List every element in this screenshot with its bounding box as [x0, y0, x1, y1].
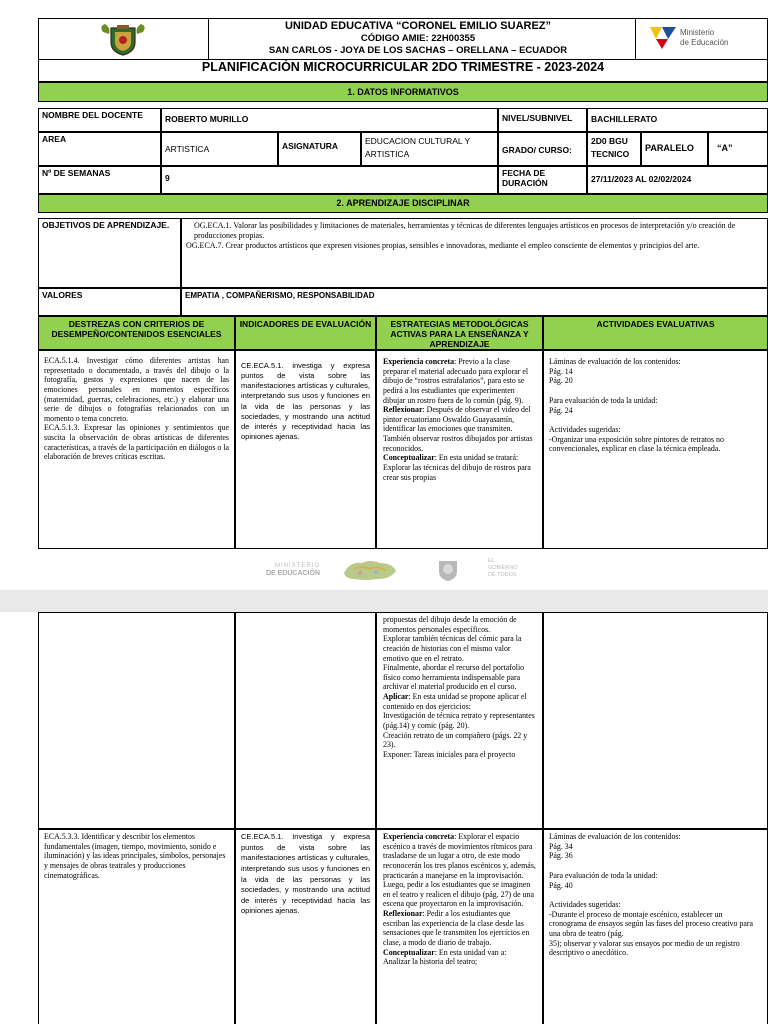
ministry-name-line2: de Educación	[680, 38, 729, 47]
act-3: Pág. 20	[549, 376, 573, 386]
cont-3: Finalmente, abordar el recurso del portafolio físico como herramienta indispensable para archivar el material producido en el curso.	[383, 663, 525, 692]
destrezas-cell-cont	[38, 612, 235, 829]
footer-shield-icon	[435, 557, 461, 583]
semanas-value: 9	[161, 166, 498, 194]
act2-1: Láminas de evaluación de los contenidos:	[549, 832, 681, 841]
estrategias-cell-2	[376, 829, 543, 1024]
indicador-2: CE.ECA.5.1. Investiga y expresa puntos de vista sobre las manifestaciones artísticas y culturales, interpretando sus usos y funciones en la vida de las personas y las sociedades, y mostrando una actitud de interés y receptividad hacia las opiniones ajenas.	[241, 832, 370, 916]
est-text-3: : En esta unidad se tratará:	[434, 453, 519, 463]
header-center	[209, 19, 627, 59]
actividades-cell-cont	[543, 612, 768, 829]
act-4: Para evaluación de toda la unidad:	[549, 395, 658, 405]
estrategias-cell-cont	[376, 612, 543, 829]
act2-6: Actividades sugeridas:	[549, 900, 621, 910]
objetivos-content	[181, 218, 768, 288]
section-2-title: 2. APRENDIZAJE DISCIPLINAR	[336, 198, 470, 208]
act-7: -Organizar una exposición sobre pintores de retratos no convencionales, explicar en clase la técnica empleada.	[549, 434, 724, 454]
objetivo-2: OG.ECA.7. Crear productos artísticos que expresen visiones propias, sensibles e innovadoras, mediante el empleo consciente de elementos y principios del arte.	[186, 240, 700, 250]
act-1: Láminas de evaluación de los contenidos:	[549, 357, 681, 366]
grado-label: GRADO/ CURSO:	[498, 132, 587, 166]
footer-gobierno-3: DE TODOS	[488, 571, 517, 578]
school-crest-area	[39, 19, 209, 59]
cont-4: : En esta unidad se propone aplicar el contenido en dos ejercicios:	[383, 692, 527, 711]
cont-6: Creación retrato de un compañero (págs. 22 y 23).	[383, 730, 528, 750]
col-destrezas-header: DESTREZAS CON CRITERIOS DE DESEMPEÑO/CONTENIDOS ESENCIALES	[38, 316, 235, 350]
act2-3: Pág. 36	[549, 851, 573, 861]
docente-label: NOMBRE DEL DOCENTE	[38, 108, 161, 132]
section-1-header	[38, 82, 768, 102]
act-6: Actividades sugeridas:	[549, 425, 621, 435]
est2-key-1: Experiencia concreta	[383, 832, 455, 841]
est2-key-2: Reflexionar	[383, 909, 423, 919]
school-address: SAN CARLOS - JOYA DE LOS SACHAS – ORELLANA – ECUADOR	[268, 45, 568, 56]
footer-gobierno	[488, 558, 518, 579]
col-estrategias-header: ESTRATEGIAS METODOLÓGICAS ACTIVAS PARA LA ENSEÑANZA Y APRENDIZAJE	[376, 316, 543, 350]
cont-1: propuestas del dibujo desde la emoción de momentos personales específicos.	[383, 615, 517, 634]
cont-2: Explorar también técnicas del cómic para la creación de historias con el mismo valor emotivo que en el retrato.	[383, 634, 522, 663]
asignatura-value: EDUCACION CULTURAL Y ARTISTICA	[361, 132, 498, 166]
fecha-label: FECHA DE DURACIÓN	[498, 166, 587, 194]
actividades-cell-2	[543, 829, 768, 1024]
indicador-1: CE.ECA.5.1. investiga y expresa puntos de vista sobre las manifestaciones artísticas y culturales, interpretando sus usos y funciones en la vida de las personas y las sociedades, y mostrando una actitud de interés y receptividad hacia las opiniones ajenas.	[241, 361, 370, 441]
est2-text-1: : Explorar el espacio escénico a través de movimientos rítmicos para trasladarse de un lugar a otro, de este modo reconocerán los tres planos escénicos y, además, practicarán a manejarse en la improvisación. Luego, pedir a los estudiantes que se imaginen en el teatro y realicen el dibujo (pág. 27) de una escena que proyectaron en la improvisación.	[383, 832, 536, 909]
school-crest-icon	[97, 22, 149, 56]
area-value: ARTISTICA	[161, 132, 278, 166]
ministry-name-line1: Ministerio	[680, 28, 715, 37]
nivel-value: BACHILLERATO	[587, 108, 768, 132]
header-box	[38, 18, 768, 60]
act-5: Pág. 24	[549, 405, 573, 415]
area-label: AREA	[38, 132, 161, 166]
est2-text-3: : En esta unidad van a:	[434, 947, 507, 957]
est-text-1: : Previo a la clase preparar el material adecuado para explorar el dibujo de “rostros estrafalarios”, para esto se pedirá a los estudiantes que experimenten dibujar un rostro fuera de lo común (pág. 9).	[383, 357, 529, 405]
cont-7: Exponer: Tareas iniciales para el proyecto	[383, 749, 516, 759]
footer-gobierno-2: GOBIERNO	[488, 564, 518, 571]
school-code: CÓDIGO AMIE: 22H00355	[360, 33, 476, 44]
act-2: Pág. 14	[549, 366, 573, 376]
page-footer	[230, 555, 550, 585]
asignatura-label: ASIGNATURA	[278, 132, 361, 166]
est-key-2: Reflexionar	[383, 405, 423, 415]
paralelo-value: “A”	[708, 132, 768, 166]
document-page-2	[0, 612, 768, 1024]
footer-ecuador-map-icon	[340, 557, 400, 583]
ministry-logo-area	[635, 19, 767, 59]
col-actividades-header: ACTIVIDADES EVALUATIVAS	[543, 316, 768, 350]
valores-value: EMPATIA , COMPAÑERISMO, RESPONSABILIDAD	[181, 288, 768, 316]
destreza-2: ECA.5.1.3. Expresar las opiniones y sentimientos que suscita la observación de obras artísticas de diferentes características, a través de la participación en diálogos o la elaboración de breves críticas escritas.	[44, 423, 229, 462]
ministry-flag-icon	[648, 25, 678, 51]
footer-ministerio-1: MINISTERIO	[274, 563, 320, 569]
cont-key-4: Aplicar	[383, 692, 409, 702]
objetivo-1: OG.ECA.1. Valorar las posibilidades y limitaciones de materiales, herramientas y técnicas de diferentes lenguajes artísticos en procesos de interpretación y/o creación de producciones propias.	[194, 221, 736, 240]
act2-4: Para evaluación de toda la unidad:	[549, 870, 658, 880]
est-text-4: Explorar las técnicas del dibujo de rostros para crear sus propias	[383, 463, 531, 482]
actividades-cell-1	[543, 350, 768, 549]
grado-value: 2D0 BGU TECNICO	[587, 132, 641, 166]
plan-title: PLANIFICACIÓN MICROCURRICULAR 2DO TRIMESTRE - 2023-2024	[201, 60, 605, 74]
section-1-title: 1. DATOS INFORMATIVOS	[347, 87, 459, 97]
docente-value: ROBERTO MURILLO	[161, 108, 498, 132]
col-indicadores-header: INDICADORES DE EVALUACIÓN	[235, 316, 376, 350]
indicadores-cell-2	[235, 829, 376, 1024]
est-text-2: : Después de observar el video del pintor ecuatoriano Oswaldo Guayasamín, identificar las emociones que transmiten. También observar rostros dibujados por artistas reconocidos.	[383, 405, 533, 453]
est2-text-4: Analizar la historia del teatro;	[383, 957, 478, 967]
act2-2: Pág. 34	[549, 841, 573, 851]
valores-label: VALORES	[38, 288, 181, 316]
section-2-header	[38, 194, 768, 213]
est-key-3: Conceptualizar	[383, 453, 435, 463]
objetivos-label: OBJETIVOS DE APRENDIZAJE.	[38, 218, 181, 288]
est2-key-3: Conceptualizar	[383, 947, 435, 957]
act2-7: -Durante el proceso de montaje escénico, establecer un cronograma de ensayos según las fases del proceso creativo para una obra de teatro (pág.	[549, 909, 753, 939]
school-name: UNIDAD EDUCATIVA “CORONEL EMILIO SUAREZ”	[284, 20, 552, 32]
paralelo-label: PARALELO	[641, 132, 708, 166]
est-key-1: Experiencia concreta	[383, 357, 455, 366]
act2-5: Pág. 40	[549, 880, 573, 890]
destrezas-cell-2	[38, 829, 235, 1024]
est2-text-2: : Pedir a los estudiantes que escriban las experiencia de la clase desde las sensaciones que le transmiten los ejercicios en clase, a modo de diario de trabajo.	[383, 909, 530, 948]
nivel-label: NIVEL/SUBNIVEL	[498, 108, 587, 132]
estrategias-cell-1	[376, 350, 543, 549]
destrezas-cell-1	[38, 350, 235, 549]
cont-5: Investigación de técnica retrato y representantes (pág.14) y comic (pág. 20).	[383, 711, 535, 731]
indicadores-cell-cont	[235, 612, 376, 829]
act2-8: 35); observar y valorar sus ensayos por medio de un registro descriptivo o anecdótico.	[549, 938, 740, 958]
indicadores-cell-1	[235, 350, 376, 549]
destreza-1: ECA.5.1.4. Investigar cómo diferentes artistas han representado o documentado, a través del dibujo o la fotografía, gestos y expresiones que nacen de las emociones personales en momentos específicos (maternidad, guerras, celebraciones, etc.) y elaborar una serie de dibujos o fotografías relacionados con un momento o tema concreto.	[44, 356, 229, 423]
destreza-3: ECA.5.3.3. Identificar y describir los elementos fundamentales (imagen, tiempo, movimiento, sonido e iluminación) y las ideas principales, símbolos, personajes y mensajes de obras teatrales y producciones cinematográficas.	[44, 832, 226, 880]
footer-ministerio-2: DE EDUCACIÓN	[265, 570, 320, 577]
semanas-label: Nº DE SEMANAS	[38, 166, 161, 194]
page-separator	[0, 590, 768, 612]
plan-title-bar	[38, 59, 768, 82]
fecha-value: 27/11/2023 AL 02/02/2024	[587, 166, 768, 194]
footer-gobierno-1: EL	[488, 558, 495, 564]
